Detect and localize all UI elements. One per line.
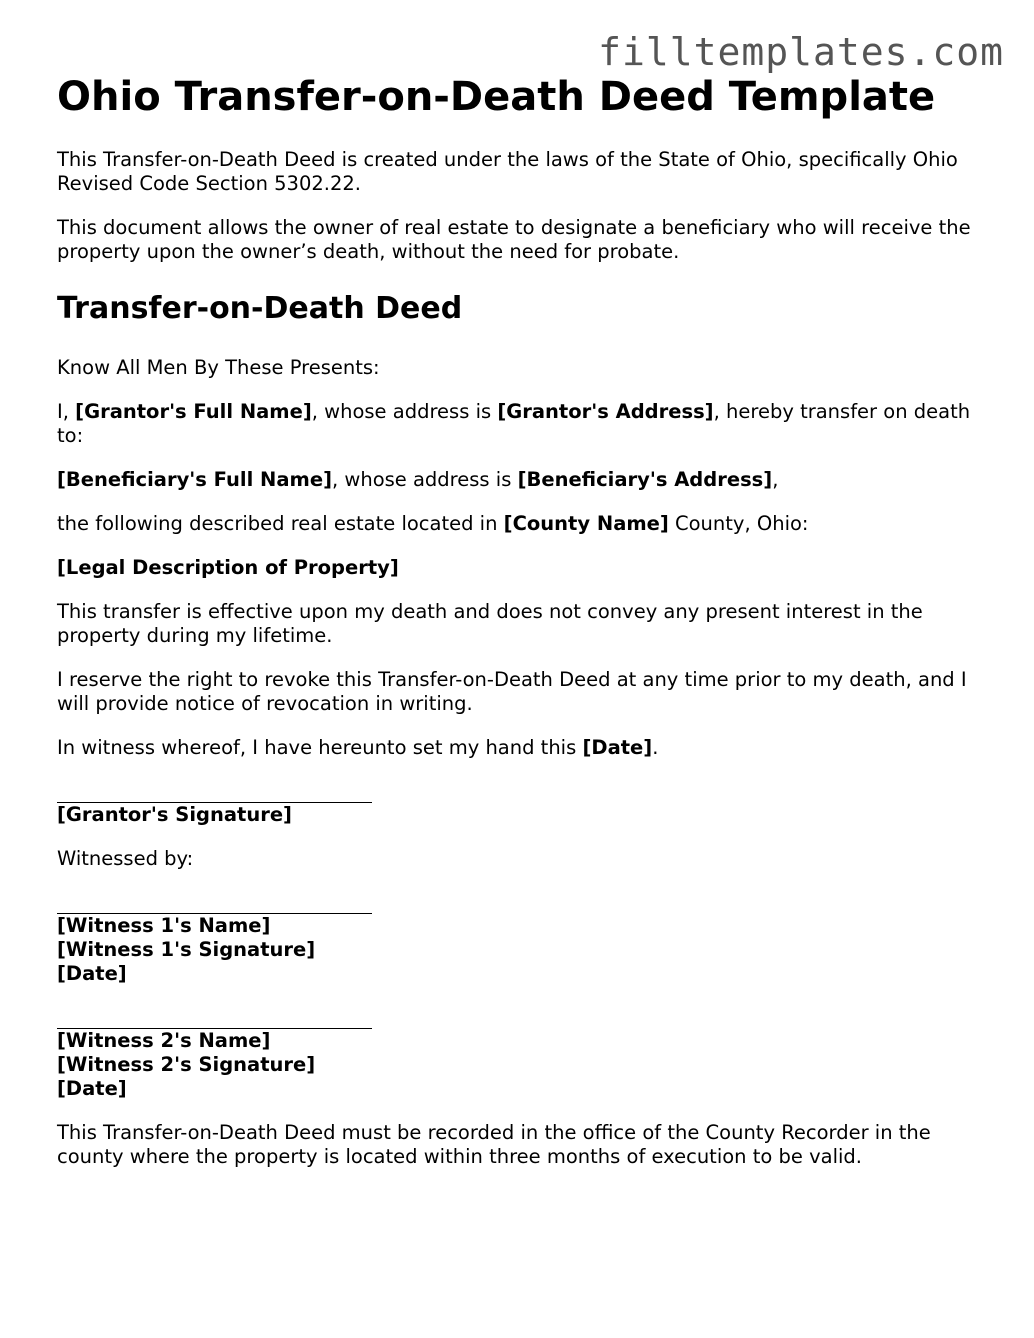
- beneficiary-mid: , whose address is: [331, 468, 518, 491]
- witness-1-signature-label: [Witness 1's Signature]: [57, 938, 316, 961]
- beneficiary-paragraph: [57, 468, 987, 492]
- witness-clause-prefix: In witness whereof, I have hereunto set my hand this: [57, 736, 583, 759]
- witness-1-block: [57, 891, 987, 986]
- opening-line: Know All Men By These Presents:: [57, 356, 380, 379]
- beneficiary-name-placeholder: [Beneficiary's Full Name]: [57, 468, 332, 491]
- property-prefix: the following described real estate located in: [57, 512, 504, 535]
- grantor-mid: , whose address is: [311, 400, 498, 423]
- county-placeholder: [County Name]: [503, 512, 669, 535]
- page-title: Ohio Transfer-on-Death Deed Template: [57, 74, 936, 120]
- witness-2-name-label: [Witness 2's Name]: [57, 1029, 271, 1052]
- grantor-signature-label: [Grantor's Signature]: [57, 803, 292, 826]
- witness-2-signature-line: [57, 1006, 372, 1029]
- grantor-paragraph: [57, 400, 987, 448]
- property-suffix: County, Ohio:: [668, 512, 809, 535]
- grantor-prefix: I,: [57, 400, 76, 423]
- witness-1-name-label: [Witness 1's Name]: [57, 914, 271, 937]
- grantor-address-placeholder: [Grantor's Address]: [497, 400, 714, 423]
- beneficiary-address-placeholder: [Beneficiary's Address]: [517, 468, 773, 491]
- witness-clause-paragraph: [57, 736, 987, 760]
- recording-note-paragraph: This Transfer-on-Death Deed must be recorded in the office of the County Recorder in the county where the property is located within three months of execution to be valid.: [57, 1121, 931, 1168]
- grantor-signature-line: [57, 780, 372, 803]
- witness-2-block: [57, 1006, 987, 1101]
- legal-description-paragraph: [57, 556, 987, 580]
- witness-clause-suffix: .: [652, 736, 659, 759]
- witness-2-signature-label: [Witness 2's Signature]: [57, 1053, 316, 1076]
- intro-paragraph-1: This Transfer-on-Death Deed is created under the laws of the State of Ohio, specifically Ohio Revised Code Section 5302.22.: [57, 148, 958, 195]
- grantor-signature-block: [57, 780, 987, 827]
- revoke-paragraph: I reserve the right to revoke this Transfer-on-Death Deed at any time prior to my death, and I will provide notice of revocation in writing.: [57, 668, 967, 715]
- witness-1-signature-line: [57, 891, 372, 914]
- effective-paragraph: This transfer is effective upon my death and does not convey any present interest in the property during my lifetime.: [57, 600, 923, 647]
- witness-clause-date-placeholder: [Date]: [582, 736, 653, 759]
- grantor-suffix: , hereby transfer on death to:: [57, 400, 971, 447]
- property-paragraph: [57, 512, 987, 536]
- witness-2-date-label: [Date]: [57, 1077, 127, 1100]
- watermark: filltemplates.com: [598, 30, 1004, 74]
- grantor-name-placeholder: [Grantor's Full Name]: [75, 400, 312, 423]
- section-title: Transfer-on-Death Deed: [57, 291, 463, 326]
- document-page: [57, 72, 987, 1189]
- beneficiary-suffix: ,: [772, 468, 779, 491]
- legal-description-placeholder: [Legal Description of Property]: [57, 556, 399, 579]
- witness-1-date-label: [Date]: [57, 962, 127, 985]
- intro-paragraph-2: This document allows the owner of real estate to designate a beneficiary who will receive the property upon the owner’s death, without the need for probate.: [57, 216, 971, 263]
- witnessed-by-label: Witnessed by:: [57, 847, 194, 870]
